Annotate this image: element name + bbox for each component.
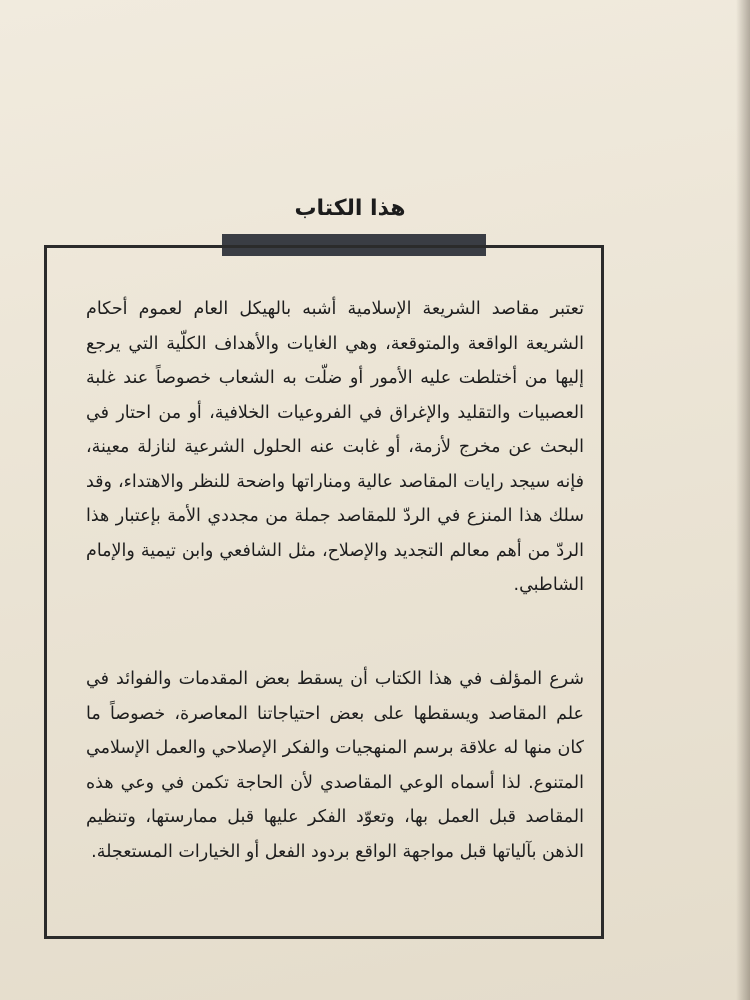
page-title: هذا الكتاب — [294, 196, 406, 221]
paragraph-intro: تعتبر مقاصد الشريعة الإسلامية أشبه بالهيكل العام لعموم أحكام الشريعة الواقعة والمتوقعة، وهي الغايات والأهداف الكلّية التي يرجع إليها من أختلطت عليه الأمور أو ضلّت به الشعاب خصوصاً عند غلبة العصبيات والتقليد والإغراق في الفروعيات الخلافية، أو من احتار في البحث عن مخرج لأزمة، أو غابت عنه الحلول الشرعية لنازلة معينة، فإنه سيجد رايات المقاصد عالية ومناراتها واضحة للنظر والاهتداء، وقد سلك هذا المنزع في الردّ للمقاصد جملة من مجددي الأمة بإعتبار هذا الردّ من أهم معالم التجديد والإصلاح، مثل الشافعي وابن تيمية والإمام الشاطبي. — [86, 299, 584, 595]
paragraph-author: شرع المؤلف في هذا الكتاب أن يسقط بعض المقدمات والفوائد في علم المقاصد ويسقطها على بعض احتياجاتنا المعاصرة، خصوصاً ما كان منها له علاقة برسم المنهجيات والفكر الإصلاحي والعمل الإسلامي المتنوع. لذا أسماه الوعي المقاصدي لأن الحاجة تكمن في وعي هذه المقاصد قبل العمل بها، وتعوّد الفكر عليها قبل ممارستها، وتنظيم الذهن بآلياتها قبل مواجهة الواقع بردود الفعل أو الخيارات المستعجلة. — [86, 669, 584, 862]
page-edge-shadow — [736, 0, 750, 1000]
